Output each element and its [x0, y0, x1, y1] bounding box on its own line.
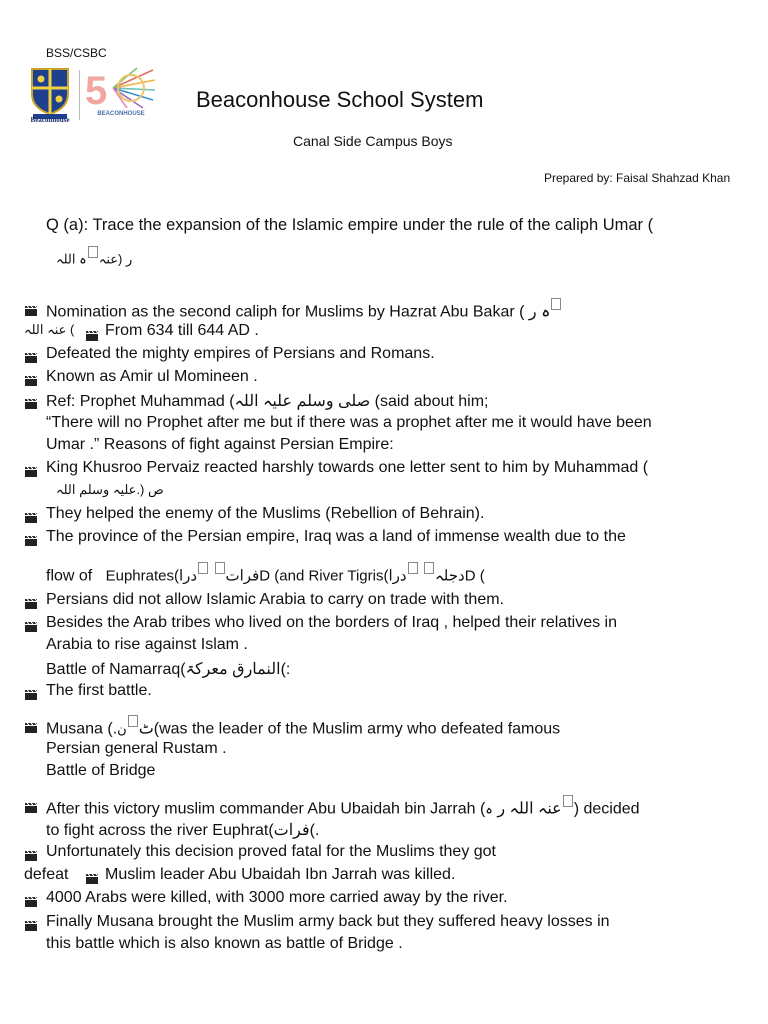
missing-glyph-icon [198, 562, 208, 574]
bullet-text-cont: Persian general Rustam . [46, 740, 227, 757]
bullet-text: From 634 till 644 AD . [105, 322, 259, 339]
quote-line: Umar .” Reasons of fight against Persian Empire: [46, 436, 394, 453]
bullet-text-arabic: ص (.علیہ وسلم اللہ [56, 482, 164, 497]
abu-ubaidah-arabic: ہ [485, 801, 493, 817]
beaconhouse-anniversary-logo [83, 66, 157, 120]
musana-text: Musana (.ٹ [46, 720, 154, 738]
bullet-text: Persians did not allow Islamic Arabia to carry on trade with them. [46, 591, 504, 608]
clapperboard-icon [25, 373, 37, 382]
missing-glyph-icon [424, 562, 434, 574]
bullet-line [46, 298, 562, 321]
clapperboard-icon [25, 596, 37, 605]
page-title: Beaconhouse School System [196, 87, 484, 112]
clapperboard-icon [86, 871, 98, 880]
flow-of-text: flow of [46, 567, 93, 585]
bullet-text-cont: to fight across the river Euphrat(فرات(. [46, 822, 320, 839]
logo-divider [79, 70, 80, 120]
campus-name: Canal Side Campus Boys [293, 133, 453, 149]
missing-glyph-icon [563, 795, 573, 807]
clapperboard-icon [25, 510, 37, 519]
beaconhouse-crest-logo [28, 66, 72, 124]
missing-glyph-icon [88, 246, 98, 258]
bullet-text: The province of the Persian empire, Iraq was a land of immense wealth due to the [46, 528, 626, 545]
bullet-text-cont: this battle which is also known as battle of Bridge . [46, 935, 403, 952]
flow-line [46, 562, 485, 585]
clapperboard-icon [25, 800, 37, 809]
musana-line [46, 715, 560, 738]
section-heading: Battle of Bridge [46, 762, 156, 779]
clapperboard-icon [25, 464, 37, 473]
clapperboard-icon [25, 350, 37, 359]
missing-glyph-icon [551, 298, 561, 310]
musana-rest: (was the leader of the Muslim army who defeated famous [153, 720, 561, 738]
question-line-1: Q (a): Trace the expansion of the Islamic empire under the rule of the caliph Umar ( [46, 216, 654, 234]
bullet-text: Nomination as the second caliph for Muslims by Hazrat Abu Bakar ( ہ ر [46, 303, 551, 321]
missing-glyph-icon [215, 562, 225, 574]
bullet-text: They helped the enemy of the Muslims (Rebellion of Behrain). [46, 505, 485, 522]
bullet-text: King Khusroo Pervaiz reacted harshly towards one letter sent to him by Muhammad ( [46, 459, 649, 476]
org-code: BSS/CSBC [46, 46, 107, 60]
abu-ubaidah-rest: ) decided [573, 800, 640, 818]
anniversary-caption: BEACONHOUSE [97, 111, 145, 117]
svg-text:5: 5 [85, 69, 108, 110]
tigris-text: دراD (and River Tigris(دجلہ [178, 567, 465, 585]
bullet-text: Unfortunately this decision proved fatal for the Muslims they got [46, 843, 496, 860]
tigris-text-end: دراD ( [388, 567, 485, 585]
musana-arabic: ن [117, 721, 127, 737]
question-arabic-b: ہ اللہ [56, 251, 87, 267]
clapperboard-icon [25, 720, 37, 729]
bullet-text-cont: Arabia to rise against Islam . [46, 636, 248, 653]
clapperboard-icon [25, 687, 37, 696]
bullet-text: Ref: Prophet Muhammad (صلی وسلم علیہ اللہ (said about him; [46, 393, 489, 410]
abu-ubaidah-text: After this victory muslim commander Abu Ubaidah bin Jarrah (عنہ اللہ ر [46, 800, 562, 818]
clapperboard-icon [25, 918, 37, 927]
bullet-text: Besides the Arab tribes who lived on the borders of Iraq , helped their relatives in [46, 614, 617, 631]
clapperboard-icon [25, 303, 37, 312]
abu-ubaidah-line [46, 795, 640, 818]
bullet-text: 4000 Arabs were killed, with 3000 more carried away by the river. [46, 889, 508, 906]
quote-line: “There will no Prophet after me but if there was a prophet after me it would have been [46, 414, 652, 431]
bullet-text: Finally Musana brought the Muslim army back but they suffered heavy losses in [46, 913, 610, 930]
missing-glyph-icon [408, 562, 418, 574]
bullet-text: The first battle. [46, 682, 152, 699]
clapperboard-icon [25, 396, 37, 405]
euphrates-text: Euphrates(فرات [105, 567, 260, 585]
missing-glyph-icon [128, 715, 138, 727]
crest-caption: Beaconhouse [30, 116, 70, 124]
prepared-by: Prepared by: Faisal Shahzad Khan [544, 171, 731, 185]
clapperboard-icon [25, 533, 37, 542]
section-heading: Battle of Namarraq(النمارق معرکۃ(: [46, 661, 291, 678]
question-line-2 [56, 246, 132, 267]
bullet-line-arabic: عنہ اللہ ( [24, 322, 75, 337]
bullet-text: Muslim leader Abu Ubaidah Ibn Jarrah was killed. [105, 866, 456, 883]
clapperboard-icon [25, 848, 37, 857]
bullet-text: Defeated the mighty empires of Persians and Romans. [46, 345, 435, 362]
question-arabic-a: ر (عنہ [98, 251, 133, 267]
bullet-text: Known as Amir ul Momineen . [46, 368, 258, 385]
clapperboard-icon [25, 619, 37, 628]
defeat-text: defeat [24, 866, 69, 883]
clapperboard-icon [86, 328, 98, 337]
clapperboard-icon [25, 894, 37, 903]
